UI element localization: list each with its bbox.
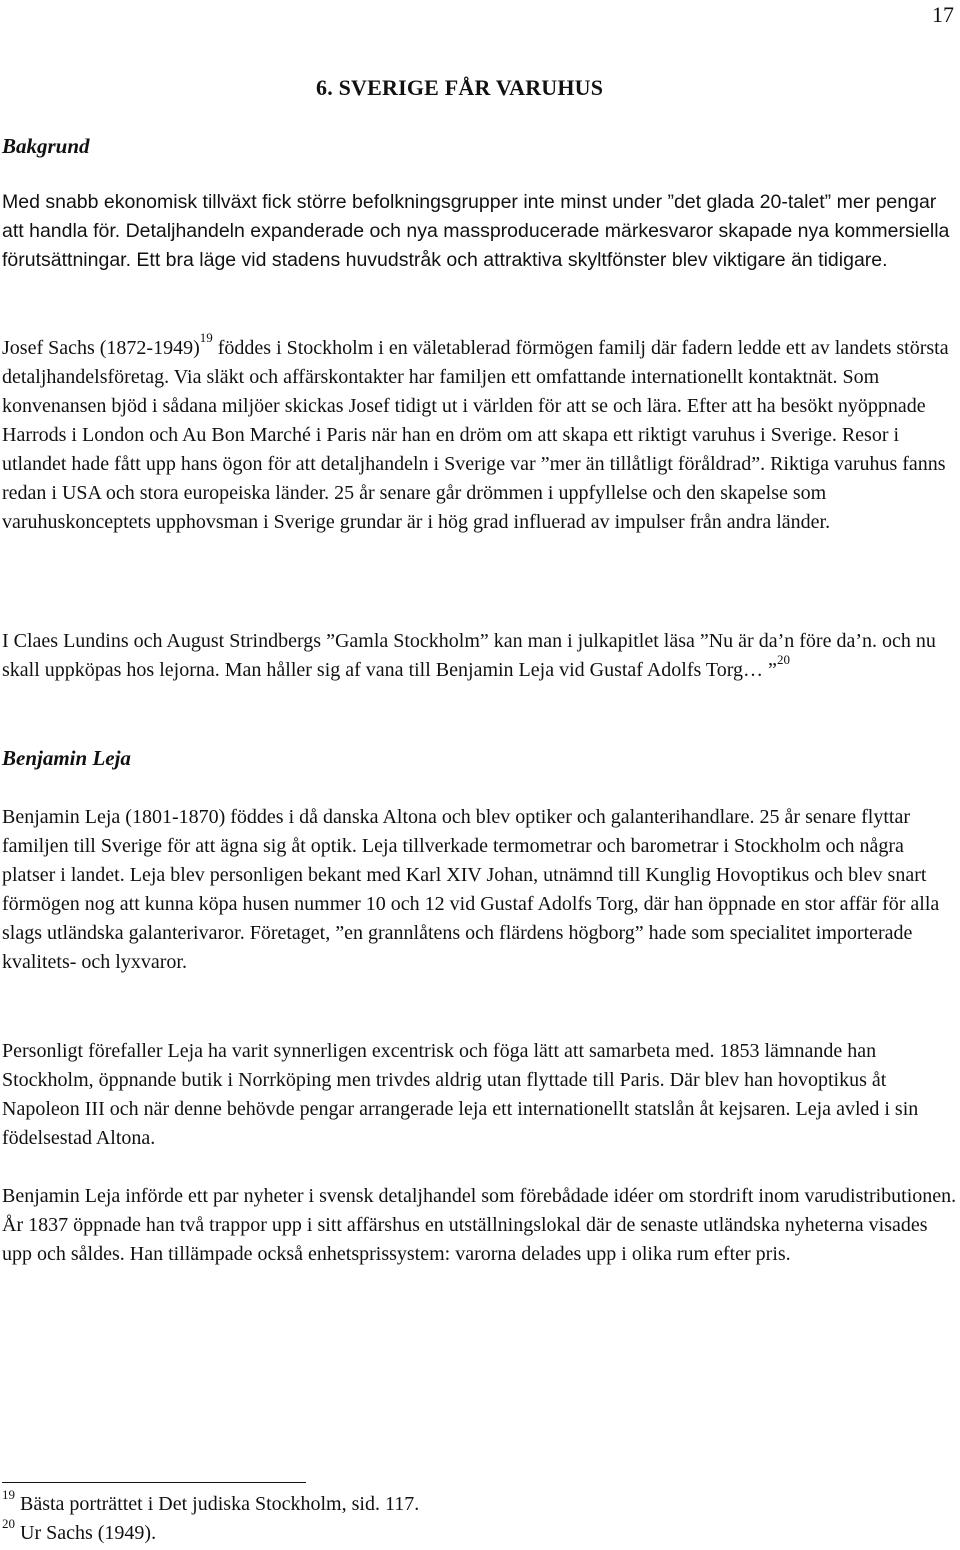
footnote-divider bbox=[2, 1482, 306, 1483]
paragraph-text: föddes i Stockholm i en väletablerad förmögen familj där fadern ledde ett av landets största detaljhandelsföretag. Via släkt och affärskontakter har familjen ett omfattande internationellt kontaktnät. Som konvenansen bjöd i sådana miljöer skickas Josef tidigt ut i världen för att se och lära. Efter att ha besökt nyöppnade Harrods i London och Au Bon Marché i Paris när han en dröm om att skapa ett riktigt varuhus i Sverige. Resor i utlandet hade fått upp hans ögon för att detaljhandeln i Sverige var ”mer än tillåtligt föråldrad”. Riktiga varuhus fanns redan i USA och stora europeiska länder. 25 år senare går drömmen i uppfyllelse och den skapelse som varuhuskonceptets upphovsman i Sverige grundar är i hög grad influerad av impulser från andra länder. bbox=[2, 337, 949, 533]
page-number: 17 bbox=[932, 2, 954, 27]
paragraph-josef-sachs bbox=[2, 330, 957, 537]
footnote-20 bbox=[2, 1516, 157, 1546]
section-heading-bakgrund: Bakgrund bbox=[2, 134, 90, 158]
paragraph-text: I Claes Lundins och August Strindbergs ”Gamla Stockholm” kan man i julkapitlet läsa ”Nu är da’n före da’n. och nu skall uppköpas hos lejorna. Man håller sig af vana till Benjamin Leja vid Gustaf Adolfs Torg… ” bbox=[2, 630, 936, 681]
footnote-ref-20[interactable]: 20 bbox=[776, 652, 790, 668]
footnote-text: Bästa porträttet i Det judiska Stockholm, sid. 117. bbox=[15, 1493, 420, 1515]
footnote-number: 19 bbox=[2, 1487, 15, 1503]
footnote-19 bbox=[2, 1487, 420, 1517]
paragraph-text: Josef Sachs (1872-1949) bbox=[2, 337, 200, 359]
chapter-title: 6. SVERIGE FÅR VARUHUS bbox=[316, 75, 604, 100]
footnote-ref-19[interactable]: 19 bbox=[199, 330, 213, 346]
paragraph-leja-innovations: Benjamin Leja införde ett par nyheter i svensk detaljhandel som förebådade idéer om stordrift inom varudistributionen. År 1837 öppnade han två trappor upp i sitt affärshus en utställningslokal där de senaste utländska nyheterna visades upp och såldes. Han tillämpade också enhetsprissystem: varorna delades upp i olika rum efter pris. bbox=[2, 1185, 957, 1265]
paragraph-intro: Med snabb ekonomisk tillväxt fick större befolkningsgrupper inte minst under ”det glada 20-talet” mer pengar att handla för. Detaljhandeln expanderade och nya massproducerade märkesvaror skapade nya kommersiella förutsättningar. Ett bra läge vid stadens huvudstråk och attraktiva skyltfönster blev viktigare än tidigare. bbox=[2, 191, 950, 271]
footnote-number: 20 bbox=[2, 1516, 15, 1532]
paragraph-leja-personality: Personligt förefaller Leja ha varit synnerligen excentrisk och föga lätt att samarbeta med. 1853 lämnande han Stockholm, öppnande butik i Norrköping men trivdes aldrig utan flyttade till Paris. Där blev han hovoptikus åt Napoleon III och när denne behövde pengar arrangerade leja ett internationellt statslån åt kejsaren. Leja avled i sin födelsestad Altona. bbox=[2, 1040, 919, 1149]
section-heading-benjamin-leja: Benjamin Leja bbox=[2, 746, 131, 770]
footnote-text: Ur Sachs (1949). bbox=[15, 1522, 157, 1544]
paragraph-leja-biography: Benjamin Leja (1801-1870) föddes i då danska Altona och blev optiker och galanterihandlare. 25 år senare flyttar familjen till Sverige för att ägna sig åt optik. Leja tillverkade termometrar och barometrar i Stockholm och några platser i landet. Leja blev personligen bekant med Karl XIV Johan, utnämnd till Kunglig Hovoptikus och blev snart förmögen nog att kunna köpa husen nummer 10 och 12 vid Gustaf Adolfs Torg, där han öppnade en stor affär för alla slags utländska galanterivaror. Företaget, ”en grannlåtens och flärdens högborg” hade som specialitet importerade kvalitets- och lyxvaror. bbox=[2, 806, 940, 973]
paragraph-gamla-stockholm bbox=[2, 627, 957, 685]
